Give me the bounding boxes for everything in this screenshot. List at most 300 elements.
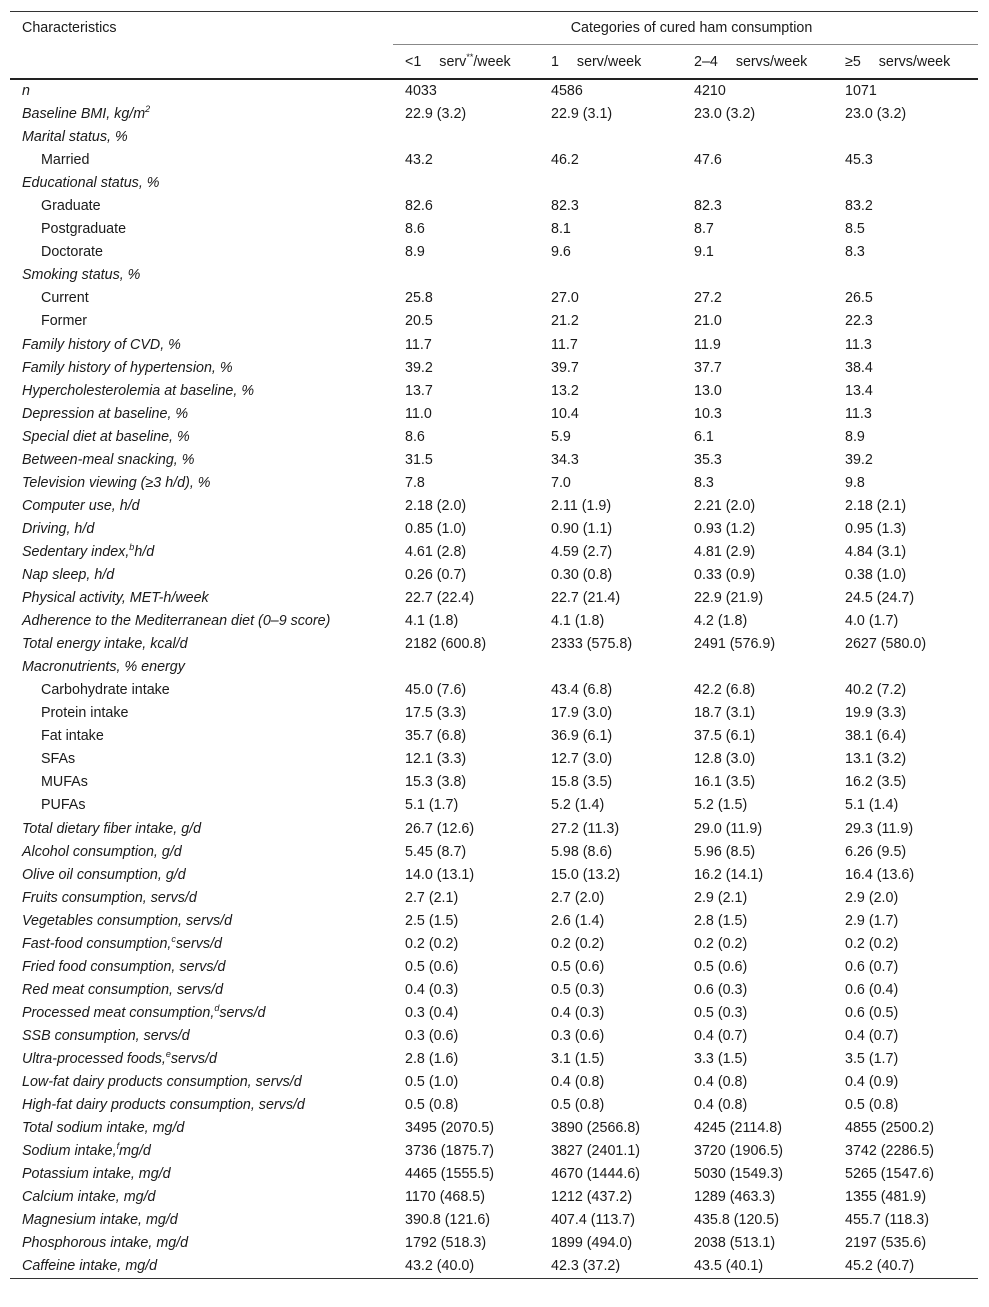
cell-1: 2333 (575.8) (551, 636, 633, 653)
cell-lt1: 2.8 (1.6) (405, 1050, 459, 1067)
cell-ge5: 0.6 (0.4) (845, 981, 899, 998)
cell-lt1 (393, 264, 539, 287)
cell-2-4: 27.2 (694, 290, 722, 307)
row-label-text: Between-meal snacking, % (22, 451, 195, 468)
cell-1: 3.1 (1.5) (551, 1050, 605, 1067)
cell-ge5: 0.4 (0.7) (845, 1027, 899, 1044)
row-label-unit: servs/d (175, 935, 222, 952)
table-row (10, 610, 978, 633)
cell-lt1: 1792 (518.3) (405, 1235, 487, 1252)
cell-lt1: 4.61 (2.8) (405, 543, 467, 560)
cell-1 (539, 172, 682, 195)
cell-1: 13.2 (551, 382, 579, 399)
row-label-text: Protein intake (41, 705, 129, 722)
row-label-text: Calcium intake, mg/d (22, 1189, 156, 1206)
cell-ge5: 6.26 (9.5) (845, 843, 907, 860)
row-label (10, 1140, 393, 1163)
row-label (10, 1071, 393, 1094)
row-label (10, 1209, 393, 1232)
row-label-text: Special diet at baseline, % (22, 428, 190, 445)
row-label (10, 841, 393, 864)
row-label-text: Depression at baseline, % (22, 405, 189, 422)
cell-ge5: 0.6 (0.7) (845, 958, 899, 975)
table-row (10, 126, 978, 149)
category-header-1: 1 serv/week (551, 53, 642, 70)
table-row (10, 794, 978, 817)
cell-lt1: 45.0 (7.6) (405, 682, 467, 699)
cell-lt1: 0.85 (1.0) (405, 520, 467, 537)
cell-1: 36.9 (6.1) (551, 728, 613, 745)
cell-1: 5.9 (551, 428, 571, 445)
table-row (10, 172, 978, 195)
cell-2-4: 2.9 (2.1) (694, 889, 748, 906)
cell-1: 2.7 (2.0) (551, 889, 605, 906)
row-label-text: Sedentary index, (22, 543, 130, 560)
cell-ge5: 83.2 (845, 198, 873, 215)
row-label (10, 979, 393, 1002)
cell-2-4: 6.1 (694, 428, 714, 445)
cell-ge5: 5.1 (1.4) (845, 797, 899, 814)
cell-1: 2.11 (1.9) (551, 497, 612, 514)
cell-2-4: 0.4 (0.8) (694, 1074, 748, 1091)
table-row (10, 241, 978, 264)
row-label-text: Family history of hypertension, % (22, 359, 233, 376)
cell-lt1: 14.0 (13.1) (405, 866, 475, 883)
cell-lt1: 0.5 (0.6) (405, 958, 459, 975)
cell-1: 34.3 (551, 451, 579, 468)
table-row (10, 1025, 978, 1048)
row-label (10, 79, 393, 103)
cell-2-4: 37.5 (6.1) (694, 728, 756, 745)
cell-ge5: 40.2 (7.2) (845, 682, 907, 699)
cell-ge5 (833, 656, 978, 679)
cell-lt1: 0.4 (0.3) (405, 981, 459, 998)
row-label-text: Sodium intake, (22, 1143, 117, 1160)
row-label-text: Family history of CVD, % (22, 336, 181, 353)
row-label (10, 472, 393, 495)
table-row (10, 748, 978, 771)
cell-ge5: 11.3 (845, 405, 872, 422)
table-row (10, 79, 978, 103)
row-label (10, 287, 393, 310)
row-label-footnote: d (214, 1003, 220, 1014)
cell-ge5: 8.5 (845, 221, 865, 238)
cell-ge5: 13.1 (3.2) (845, 751, 907, 768)
cell-lt1: 20.5 (405, 313, 433, 330)
row-label (10, 1232, 393, 1255)
cell-2-4: 5.2 (1.5) (694, 797, 748, 814)
row-label-text: Fruits consumption, servs/d (22, 889, 197, 906)
cell-2-4: 9.1 (694, 244, 714, 261)
cell-1: 17.9 (3.0) (551, 705, 613, 722)
table-row (10, 1002, 978, 1025)
row-label (10, 748, 393, 771)
cell-2-4: 435.8 (120.5) (694, 1212, 780, 1229)
table-row (10, 1071, 978, 1094)
category-header-lt1-mid: serv (439, 53, 467, 70)
cell-ge5: 16.2 (3.5) (845, 774, 907, 791)
cell-1: 22.9 (3.1) (551, 106, 613, 123)
row-label (10, 103, 393, 126)
cell-2-4: 2.8 (1.5) (694, 912, 748, 929)
cell-2-4: 8.3 (694, 474, 714, 491)
table-row (10, 702, 978, 725)
row-label-unit: servs/d (219, 1004, 266, 1021)
cell-1: 0.2 (0.2) (551, 935, 605, 952)
cell-1: 4.59 (2.7) (551, 543, 613, 560)
cell-1: 39.7 (551, 359, 579, 376)
cell-2-4: 2038 (513.1) (694, 1235, 776, 1252)
row-label (10, 702, 393, 725)
cell-lt1: 15.3 (3.8) (405, 774, 467, 791)
row-label-text: Fat intake (41, 728, 104, 745)
cell-1: 1899 (494.0) (551, 1235, 633, 1252)
cell-2-4: 0.5 (0.6) (694, 958, 748, 975)
row-label-footnote: f (116, 1141, 120, 1152)
cell-2-4: 4245 (2114.8) (694, 1120, 782, 1137)
table-header (10, 12, 978, 80)
row-label (10, 334, 393, 357)
row-label-text: Caffeine intake, mg/d (22, 1258, 158, 1275)
row-label-text: Phosphorous intake, mg/d (22, 1235, 189, 1252)
cell-2-4: 47.6 (694, 152, 722, 169)
cell-lt1: 8.9 (405, 244, 425, 261)
row-label (10, 864, 393, 887)
cell-2-4: 4210 (694, 83, 726, 100)
table-row (10, 725, 978, 748)
cell-ge5: 2.18 (2.1) (845, 497, 907, 514)
cell-2-4: 37.7 (694, 359, 722, 376)
table-row (10, 841, 978, 864)
cell-lt1 (393, 656, 539, 679)
row-label (10, 541, 393, 564)
row-label-text: Educational status, % (22, 175, 160, 192)
row-label-text: Hypercholesterolemia at baseline, % (22, 382, 255, 399)
cell-lt1: 1170 (468.5) (405, 1189, 486, 1206)
table-row (10, 910, 978, 933)
row-label (10, 195, 393, 218)
cell-1: 0.5 (0.6) (551, 958, 605, 975)
row-label-text: Olive oil consumption, g/d (22, 866, 186, 883)
table-row (10, 656, 978, 679)
cell-lt1: 26.7 (12.6) (405, 820, 475, 837)
table-row (10, 287, 978, 310)
cell-1: 22.7 (21.4) (551, 590, 621, 607)
cell-2-4: 12.8 (3.0) (694, 751, 756, 768)
cell-2-4: 82.3 (694, 198, 722, 215)
row-label (10, 495, 393, 518)
cell-lt1: 17.5 (3.3) (405, 705, 467, 722)
cell-2-4: 5030 (1549.3) (694, 1166, 784, 1183)
cell-ge5: 38.1 (6.4) (845, 728, 907, 745)
table-row (10, 1117, 978, 1140)
cell-ge5: 8.9 (845, 428, 865, 445)
cell-1: 15.0 (13.2) (551, 866, 621, 883)
row-label-text: Carbohydrate intake (41, 682, 170, 699)
row-label (10, 310, 393, 333)
row-label-text: Ultra-processed foods, (22, 1050, 166, 1067)
cell-lt1: 2182 (600.8) (405, 636, 487, 653)
cell-1: 0.5 (0.3) (551, 981, 605, 998)
row-label (10, 1186, 393, 1209)
cell-lt1: 5.1 (1.7) (405, 797, 459, 814)
cell-ge5: 16.4 (13.6) (845, 866, 915, 883)
cell-lt1: 25.8 (405, 290, 433, 307)
row-label-unit: mg/d (119, 1143, 151, 1160)
row-label (10, 264, 393, 287)
cell-1: 46.2 (551, 152, 579, 169)
cell-2-4 (682, 126, 833, 149)
cell-2-4: 21.0 (694, 313, 722, 330)
cell-1: 0.90 (1.1) (551, 520, 613, 537)
table-row (10, 195, 978, 218)
row-label-footnote: 2 (145, 104, 151, 115)
table-row (10, 864, 978, 887)
row-label (10, 518, 393, 541)
row-label-text: MUFAs (41, 774, 88, 791)
cell-lt1: 0.5 (0.8) (405, 1097, 459, 1114)
row-label (10, 172, 393, 195)
cell-1: 8.1 (551, 221, 571, 238)
cell-ge5: 455.7 (118.3) (845, 1212, 929, 1229)
cell-lt1: 39.2 (405, 359, 433, 376)
table-row (10, 334, 978, 357)
row-label-text: Vegetables consumption, servs/d (22, 912, 233, 929)
cell-lt1: 31.5 (405, 451, 433, 468)
table-row (10, 587, 978, 610)
cell-lt1: 13.7 (405, 382, 433, 399)
cell-lt1: 2.7 (2.1) (405, 889, 459, 906)
cell-1 (539, 656, 682, 679)
row-label-text: Fast-food consumption, (22, 935, 172, 952)
table-row (10, 564, 978, 587)
category-header-lt1-sup: ** (466, 51, 474, 62)
cell-lt1: 2.18 (2.0) (405, 497, 467, 514)
cell-lt1: 2.5 (1.5) (405, 912, 459, 929)
cell-lt1: 7.8 (405, 474, 425, 491)
row-label-text: Current (41, 290, 89, 307)
row-label (10, 587, 393, 610)
row-label-text: Former (41, 313, 88, 330)
row-label (10, 910, 393, 933)
cell-lt1: 4033 (405, 83, 437, 100)
cell-ge5: 0.2 (0.2) (845, 935, 899, 952)
table-row (10, 357, 978, 380)
cell-ge5: 4.0 (1.7) (845, 613, 899, 630)
cell-2-4: 1289 (463.3) (694, 1189, 776, 1206)
cell-1: 4.1 (1.8) (551, 613, 605, 630)
cell-ge5 (833, 172, 978, 195)
cell-ge5: 5265 (1547.6) (845, 1166, 935, 1183)
cell-ge5: 26.5 (845, 290, 873, 307)
row-label (10, 887, 393, 910)
row-label (10, 564, 393, 587)
cell-ge5: 8.3 (845, 244, 865, 261)
cell-lt1: 3495 (2070.5) (405, 1120, 495, 1137)
cell-1: 3890 (2566.8) (551, 1120, 641, 1137)
cell-lt1: 35.7 (6.8) (405, 728, 467, 745)
cell-lt1: 43.2 (40.0) (393, 1255, 539, 1279)
cell-ge5: 22.3 (845, 313, 873, 330)
row-label-text: SFAs (41, 751, 76, 768)
cell-lt1: 11.7 (405, 336, 432, 353)
characteristics-column-header: Characteristics (10, 12, 393, 45)
cell-2-4: 8.7 (694, 221, 714, 238)
row-label (10, 818, 393, 841)
row-label (10, 403, 393, 426)
row-label-text: Total energy intake, kcal/d (22, 636, 188, 653)
cell-1: 0.3 (0.6) (551, 1027, 605, 1044)
cell-2-4: 18.7 (3.1) (694, 705, 756, 722)
row-label (10, 241, 393, 264)
row-label-text: Marital status, % (22, 129, 128, 146)
cell-1: 4586 (551, 83, 583, 100)
row-label-unit: h/d (134, 543, 155, 560)
row-label (10, 956, 393, 979)
cell-2-4: 22.9 (21.9) (694, 590, 764, 607)
row-label-text: High-fat dairy products consumption, servs/d (22, 1097, 305, 1114)
cell-ge5: 23.0 (3.2) (845, 106, 907, 123)
cell-2-4 (682, 172, 833, 195)
row-label-text: SSB consumption, servs/d (22, 1027, 190, 1044)
cell-lt1: 4465 (1555.5) (405, 1166, 495, 1183)
table-row (10, 310, 978, 333)
table-row (10, 149, 978, 172)
table-row (10, 818, 978, 841)
row-label (10, 656, 393, 679)
cell-ge5: 3.5 (1.7) (845, 1050, 899, 1067)
row-label (10, 1002, 393, 1025)
cell-lt1: 11.0 (405, 405, 432, 422)
cell-2-4: 4.81 (2.9) (694, 543, 756, 560)
cell-2-4: 0.2 (0.2) (694, 935, 748, 952)
row-label-text: n (22, 83, 30, 100)
row-label (10, 126, 393, 149)
table-row (10, 979, 978, 1002)
cell-1: 82.3 (551, 198, 579, 215)
cell-1: 5.98 (8.6) (551, 843, 613, 860)
table-row (10, 1140, 978, 1163)
cell-1 (539, 264, 682, 287)
row-label-text: Television viewing (≥3 h/d), % (22, 474, 211, 491)
cell-ge5 (833, 264, 978, 287)
row-label (10, 725, 393, 748)
row-label-text: Total dietary fiber intake, g/d (22, 820, 202, 837)
cell-2-4: 29.0 (11.9) (694, 820, 763, 837)
row-label-footnote: e (165, 1049, 171, 1060)
row-label (10, 357, 393, 380)
categories-header: Categories of cured ham consumption (393, 12, 978, 45)
cell-1: 2.6 (1.4) (551, 912, 605, 929)
table-row (10, 541, 978, 564)
cell-ge5: 39.2 (845, 451, 873, 468)
category-header-ge5: ≥5 servs/week (845, 53, 951, 70)
row-label-footnote: c (171, 933, 176, 944)
cell-1: 12.7 (3.0) (551, 751, 613, 768)
row-label (10, 1255, 393, 1279)
cell-1: 407.4 (113.7) (551, 1212, 635, 1229)
row-label (10, 933, 393, 956)
cell-1: 4670 (1444.6) (551, 1166, 641, 1183)
cell-lt1: 8.6 (405, 428, 425, 445)
cell-2-4: 2.21 (2.0) (694, 497, 756, 514)
table-row (10, 1094, 978, 1117)
cell-lt1 (393, 126, 539, 149)
cell-lt1: 0.26 (0.7) (405, 567, 467, 583)
row-label (10, 426, 393, 449)
cell-lt1: 43.2 (405, 152, 433, 169)
cell-1: 10.4 (551, 405, 579, 422)
cell-2-4: 0.4 (0.7) (694, 1027, 748, 1044)
cell-2-4: 0.6 (0.3) (694, 981, 748, 998)
cell-ge5: 24.5 (24.7) (845, 590, 915, 607)
cell-lt1: 4.1 (1.8) (405, 613, 459, 630)
table-row (10, 1163, 978, 1186)
row-label-text: Graduate (41, 198, 101, 215)
cell-ge5: 19.9 (3.3) (845, 705, 907, 722)
cell-2-4: 43.5 (40.1) (682, 1255, 833, 1279)
row-label-text: Adherence to the Mediterranean diet (0–9 score) (22, 613, 331, 630)
cell-2-4: 0.5 (0.3) (694, 1004, 748, 1021)
cell-ge5: 45.3 (845, 152, 873, 169)
cell-lt1: 5.45 (8.7) (405, 843, 467, 860)
cell-lt1: 22.9 (3.2) (405, 106, 467, 123)
table-row (10, 1255, 978, 1279)
cell-2-4: 16.1 (3.5) (694, 774, 756, 791)
table-row (10, 679, 978, 702)
cell-lt1 (393, 172, 539, 195)
cell-1: 27.0 (551, 290, 579, 307)
cell-2-4: 2491 (576.9) (694, 636, 776, 653)
cell-1: 0.30 (0.8) (551, 567, 613, 583)
cell-ge5: 1071 (845, 83, 877, 100)
row-label-text: Nap sleep, h/d (22, 567, 115, 583)
table-row (10, 1048, 978, 1071)
cell-ge5: 3742 (2286.5) (845, 1143, 935, 1160)
cell-ge5: 2.9 (1.7) (845, 912, 899, 929)
cell-1: 42.3 (37.2) (539, 1255, 682, 1279)
row-label-text: Fried food consumption, servs/d (22, 958, 226, 975)
cell-ge5 (833, 126, 978, 149)
table-row (10, 887, 978, 910)
cell-1: 7.0 (551, 474, 571, 491)
row-label-text: Baseline BMI, kg/m (22, 106, 146, 123)
table-row (10, 218, 978, 241)
cell-1: 3827 (2401.1) (551, 1143, 641, 1160)
cell-ge5: 0.95 (1.3) (845, 520, 907, 537)
cell-1: 43.4 (6.8) (551, 682, 613, 699)
cell-lt1: 3736 (1875.7) (405, 1143, 495, 1160)
row-label-text: Processed meat consumption, (22, 1004, 215, 1021)
table-row (10, 1186, 978, 1209)
table-row (10, 103, 978, 126)
cell-lt1: 0.3 (0.6) (405, 1027, 459, 1044)
cell-1 (539, 126, 682, 149)
row-label (10, 449, 393, 472)
table-row (10, 380, 978, 403)
characteristics-table-container (10, 11, 978, 1279)
cell-ge5: 0.5 (0.8) (845, 1097, 899, 1114)
table-row (10, 1209, 978, 1232)
cell-ge5: 11.3 (845, 336, 872, 353)
cell-1: 5.2 (1.4) (551, 797, 605, 814)
header-spacer (10, 45, 393, 80)
cell-2-4: 42.2 (6.8) (694, 682, 756, 699)
cell-1: 1212 (437.2) (551, 1189, 633, 1206)
cell-ge5: 4855 (2500.2) (845, 1120, 935, 1137)
cell-ge5: 0.4 (0.9) (845, 1074, 899, 1091)
table-row (10, 264, 978, 287)
